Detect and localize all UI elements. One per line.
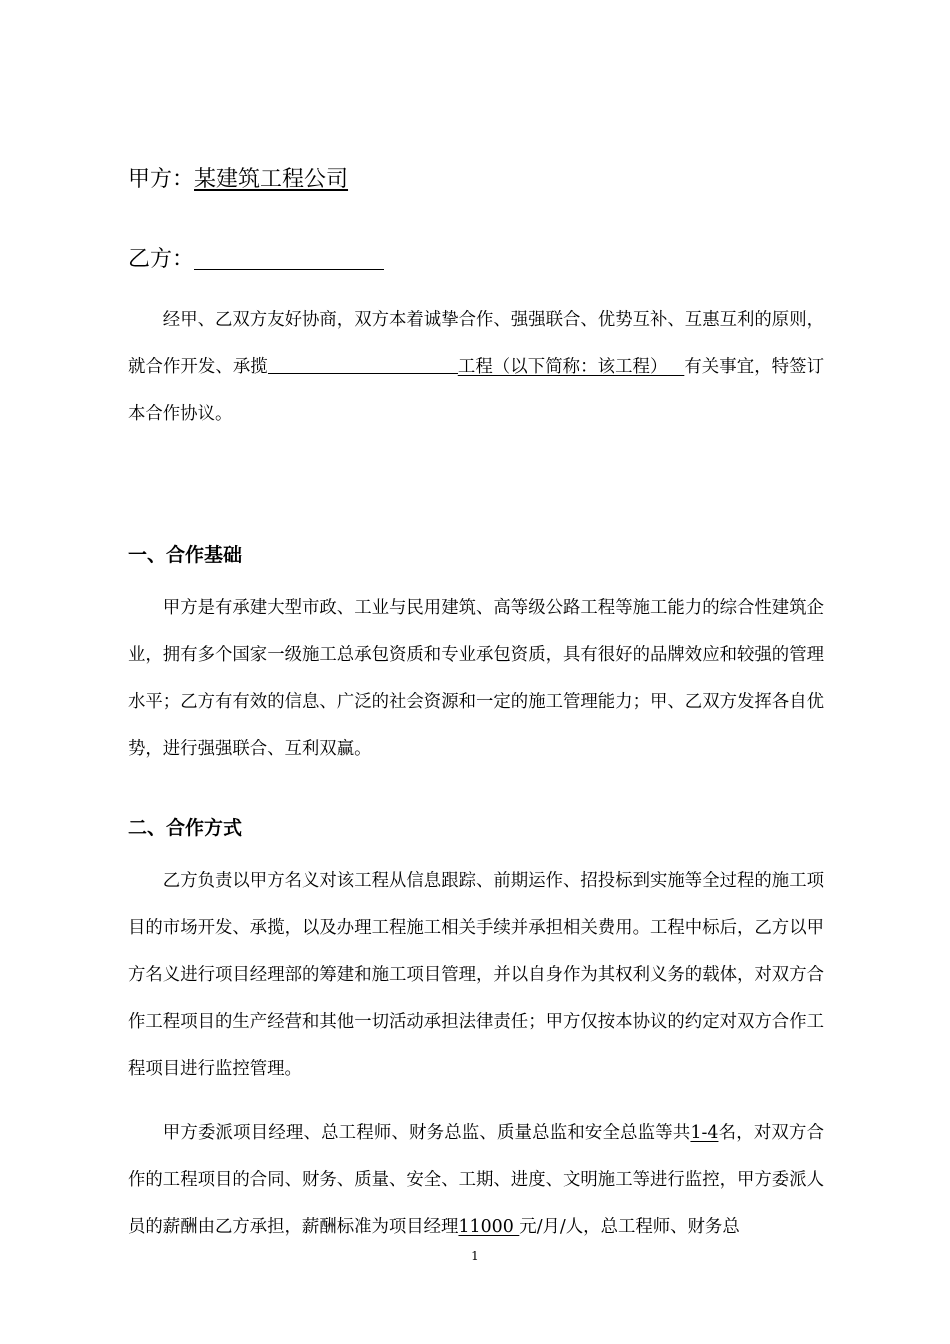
page-number: 1 — [471, 1249, 479, 1263]
para2-text-a: 甲方委派项目经理、总工程师、财务总监、质量总监和安全总监等共 — [162, 1123, 691, 1143]
party-b-label: 乙方： — [128, 247, 195, 272]
party-a-label: 甲方： — [128, 167, 195, 192]
section-1-heading: 一、合作基础 — [128, 544, 243, 566]
party-a-name: 某建筑工程公司 — [194, 167, 349, 192]
party-b-blank — [194, 245, 384, 270]
section-1-paragraph: 甲方是有承建大型市政、工业与民用建筑、高等级公路工程等施工能力的综合性建筑企业，拥有多个国家一级施工总承包资质和专业承包资质，具有很好的品牌效应和较强的管理水平；乙方有有效的信息、广泛的社会资源和一定的施工管理能力；甲、乙双方发挥各自优势，进行强强联合、互利双赢。 — [128, 598, 824, 759]
party-a-line — [128, 162, 348, 193]
intro-part2: 工程（以下简称：该工程） — [457, 357, 668, 377]
section-2-paragraph-2 — [128, 1110, 824, 1251]
salary-amount: 11000 — [458, 1217, 520, 1237]
intro-part1: 经甲、乙双方友好协商，双方本着诚挚合作、强强联合、优势互补、互惠互利的原则，就合作开发、承揽 — [128, 310, 824, 377]
para2-text-b: 名，对双方合作的工程项目的合同、财务、质量、安全、工期、进度、文明施工等进行监控，甲方委派人员的薪酬由乙方承担，薪酬标准为项目经理 — [128, 1123, 824, 1237]
intro-paragraph — [128, 297, 824, 438]
intro-part3: 有关事宜，特签订本合作协议。 — [128, 357, 824, 424]
party-b-line — [128, 242, 384, 273]
project-name-blank — [268, 355, 458, 374]
para2-text-c: 元/月/人，总工程师、财务总 — [519, 1217, 740, 1237]
staff-count: 1-4 — [690, 1123, 719, 1143]
section-2-paragraph-1: 乙方负责以甲方名义对该工程从信息跟踪、前期运作、招投标到实施等全过程的施工项目的市场开发、承揽，以及办理工程施工相关手续并承担相关费用。工程中标后，乙方以甲方名义进行项目经理部的筹建和施工项目管理，并以自身作为其权利义务的载体，对双方合作工程项目的生产经营和其他一切活动承担法律责任；甲方仅按本协议的约定对双方合作工程项目进行监控管理。 — [128, 871, 824, 1079]
section-2-heading: 二、合作方式 — [128, 817, 243, 839]
intro-gap — [667, 357, 684, 377]
